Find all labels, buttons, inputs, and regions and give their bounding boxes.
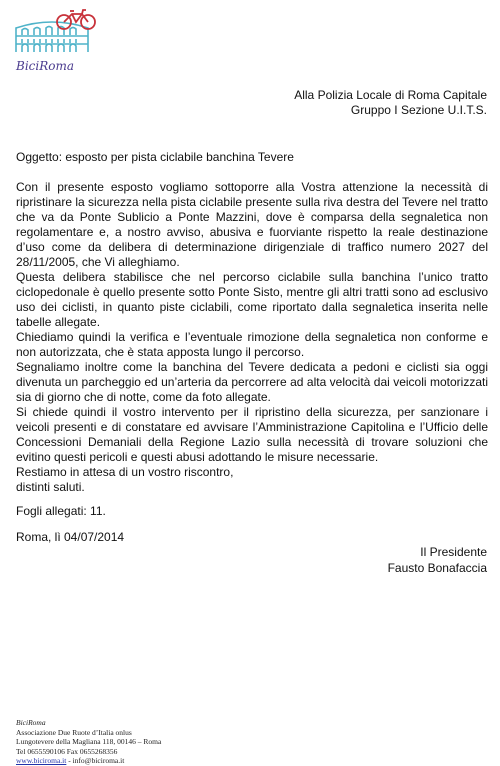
paragraph: Con il presente esposto vogliamo sottoporre alla Vostra attenzione la necessità di ripristinare la sicurezza nella pista ciclabile presente sulla riva destra del Tevere nel tratto che va da Ponte Sublicio a Ponte Mazzini, dove è comparsa della segnaletica non regolamentare e, a nostro avviso, abusiva e fuorviante rispetto la reale destinazione d’uso come da delibera di determinazione dirigenziale di traffico numero 2027 del 28/11/2005, che Vi alleghiamo. [16, 180, 489, 269]
footer [16, 718, 161, 766]
footer-contacts [16, 756, 161, 766]
recipient-block [294, 88, 487, 118]
colosseum-bike-icon [12, 8, 100, 80]
signature-name: Fausto Bonafaccia [387, 561, 487, 575]
recipient-line-2: Gruppo I Sezione U.I.T.S. [350, 103, 487, 117]
paragraph: Si chiede quindi il vostro intervento per il ripristino della sicurezza, per sanzionare i veicoli presenti e di constatare ed avvisare l’Amministrazione Capitolina e l’Ufficio delle Concessioni Demaniali della Regione Lazio sulla necessità di trovare soluzioni che evitino questi pericoli e questi abusi adottando le misure necessarie. [16, 405, 488, 464]
footer-line: Tel 0655590106 Fax 0655268356 [16, 746, 118, 756]
signature-block [388, 544, 487, 576]
paragraph: Restiamo in attesa di un vostro riscontro, [16, 465, 234, 479]
subject-line: Oggetto: esposto per pista ciclabile banchina Tevere [16, 150, 294, 164]
footer-brand: BiciRoma [16, 718, 46, 727]
paragraph: Questa delibera stabilisce che nel percorso ciclabile sulla banchina l’unico tratto ciclopedonale è quello presente sotto Ponte Sisto, mentre gli altri tratti sono ad esclusivo uso dei ciclisti, in quanto piste ciclabili, come riportato dalla segnaletica inserita nelle tabelle allegate. [16, 270, 488, 329]
paragraph: Chiediamo quindi la verifica e l’eventuale rimozione della segnaletica non conforme e non autorizzata, che è stata apposta lungo il percorso. [16, 330, 488, 359]
footer-line: Associazione Due Ruote d’Italia onlus [16, 727, 132, 737]
letter-body [16, 180, 488, 495]
logo-text: BiciRoma [16, 59, 75, 73]
footer-separator: - [66, 756, 73, 766]
letter-date: Roma, lì 04/07/2014 [16, 530, 125, 544]
paragraph: distinti saluti. [16, 480, 85, 494]
footer-email: info@biciroma.it [72, 756, 125, 766]
footer-line: Lungotevere della Magliana 118, 00146 – Roma [16, 737, 162, 747]
attachments-note: Fogli allegati: 11. [16, 504, 106, 518]
biciroma-logo [12, 8, 100, 80]
paragraph: Segnaliamo inoltre come la banchina del Tevere dedicata a pedoni e ciclisti sia oggi divenuta un parcheggio ed un’arteria da percorrere ad alta velocità dai veicoli motorizzati sia di giorno che di notte, come da foto allegate. [16, 360, 488, 404]
website-link[interactable]: www.biciroma.it [16, 756, 67, 766]
signature-role: Il Presidente [420, 545, 487, 559]
recipient-line-1: Alla Polizia Locale di Roma Capitale [294, 88, 487, 102]
